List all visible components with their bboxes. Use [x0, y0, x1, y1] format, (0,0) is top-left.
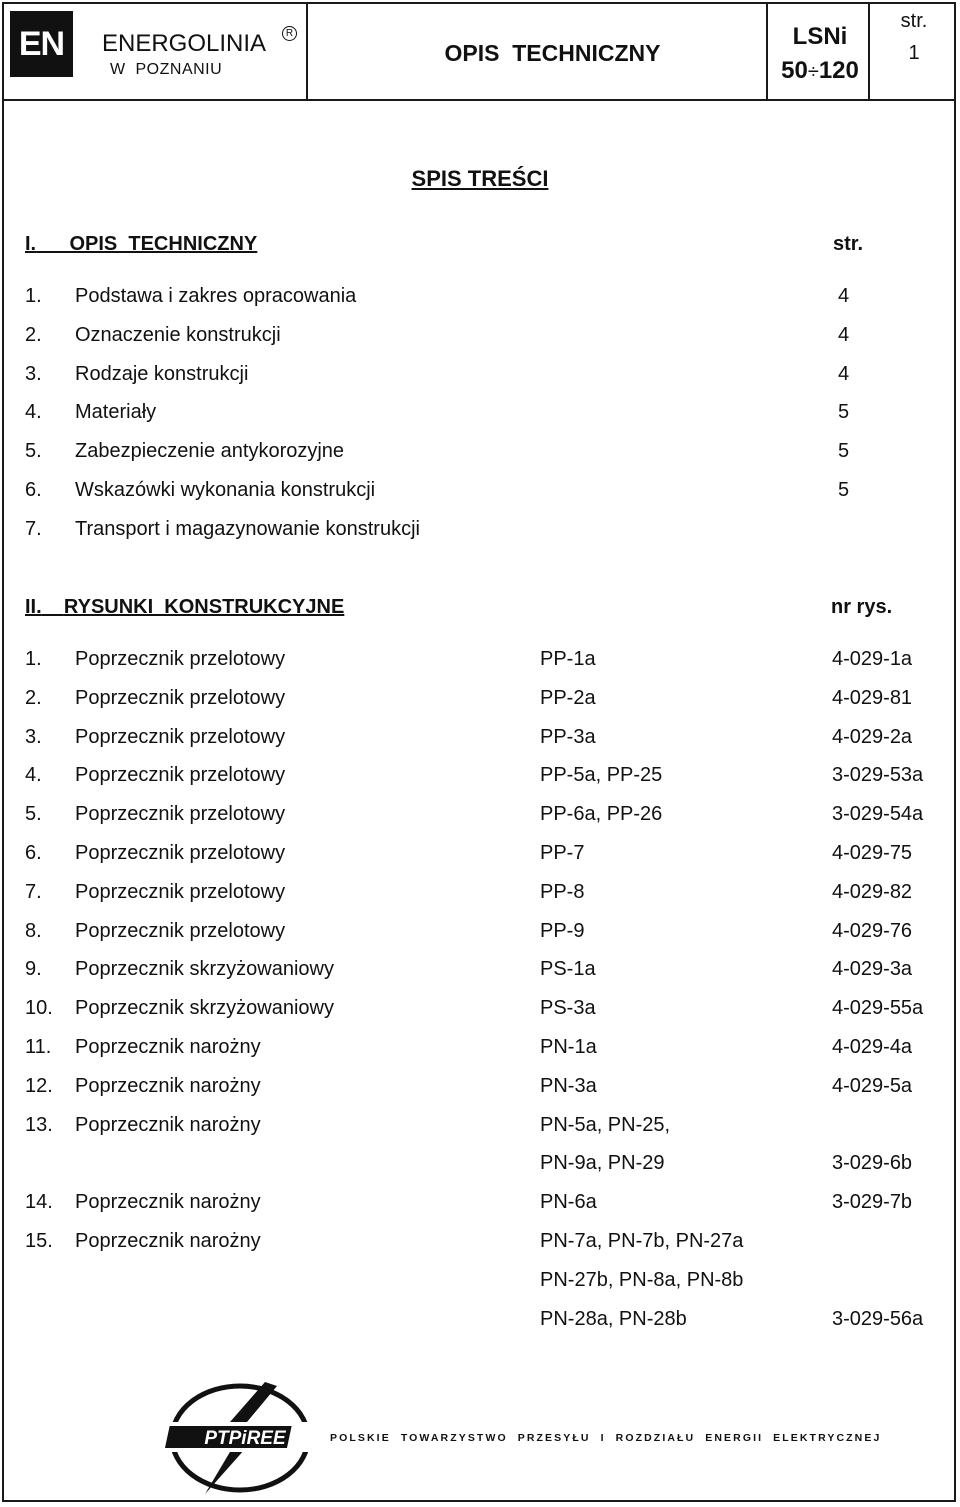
- toc-item-label: Zabezpieczenie antykorozyjne: [75, 440, 345, 463]
- drawing-number: 10.: [25, 997, 53, 1020]
- drawing-number: 13.: [25, 1113, 53, 1136]
- section-1-numeral: I.: [25, 233, 37, 255]
- toc-item-number: 1.: [25, 285, 42, 307]
- drawing-label: Poprzecznik przelotowy: [75, 803, 286, 826]
- drawing-ref: 4-029-5a: [832, 1074, 913, 1097]
- toc-item-number: 2.: [25, 323, 42, 346]
- drawing-number: 2.: [25, 686, 42, 709]
- drawing-code: PP-8: [540, 880, 585, 903]
- drawing-label: Poprzecznik skrzyżowaniowy: [75, 997, 334, 1020]
- section-1-col-label: str.: [833, 233, 864, 255]
- drawing-ref: 4-029-2a: [832, 725, 913, 748]
- drawing-number: 11.: [25, 1036, 52, 1058]
- drawing-number: 6.: [25, 842, 42, 864]
- toc-item-page: 5: [838, 401, 850, 424]
- range-to: 120: [818, 57, 859, 84]
- toc-item-page: 5: [838, 440, 850, 463]
- drawing-ref: 4-029-82: [832, 880, 913, 903]
- drawing-label: Poprzecznik przelotowy: [75, 725, 286, 748]
- drawing-ref: 3-029-54a: [832, 803, 924, 826]
- toc-item-page: 4: [838, 323, 850, 346]
- drawing-label: Poprzecznik narożny: [75, 1074, 261, 1097]
- page-frame: [2, 2, 956, 1502]
- toc-title: SPIS TREŚCI: [411, 166, 549, 191]
- drawing-label: Poprzecznik przelotowy: [75, 648, 286, 670]
- drawing-ref: 4-029-4a: [832, 1036, 913, 1058]
- range-from: 50: [781, 57, 808, 84]
- drawing-number: 5.: [25, 803, 42, 826]
- drawing-code: PN-27b, PN-8a, PN-8b: [540, 1268, 744, 1291]
- toc-item-number: 7.: [25, 517, 42, 540]
- company-name: ENERGOLINIA: [102, 30, 267, 57]
- toc-item-label: Transport i magazynowanie konstrukcji: [75, 517, 420, 540]
- drawing-ref: 4-029-75: [832, 842, 913, 864]
- drawing-code: PS-1a: [540, 958, 596, 981]
- drawing-code: PN-1a: [540, 1036, 597, 1058]
- title-block: [2, 2, 956, 101]
- drawing-code: PP-5a, PP-25: [540, 764, 663, 787]
- drawing-ref: 4-029-76: [832, 919, 913, 942]
- drawing-label: Poprzecznik przelotowy: [75, 842, 286, 864]
- drawing-ref: 4-029-55a: [832, 997, 924, 1020]
- toc-item-number: 4.: [25, 401, 42, 424]
- drawing-number: 9.: [25, 958, 42, 981]
- drawing-label: Poprzecznik narożny: [75, 1036, 261, 1058]
- drawing-number: 7.: [25, 880, 42, 903]
- drawing-number: 4.: [25, 764, 42, 787]
- drawing-code: PP-9: [540, 919, 585, 942]
- product-code: LSNi: [792, 23, 848, 50]
- drawing-number: 15.: [25, 1230, 53, 1252]
- drawing-label: Poprzecznik narożny: [75, 1113, 261, 1136]
- drawing-code: PN-7a, PN-7b, PN-27a: [540, 1230, 744, 1252]
- page-number: 1: [908, 42, 920, 64]
- registered-mark: R: [282, 26, 297, 41]
- drawing-number: 3.: [25, 725, 42, 748]
- drawing-ref: 3-029-56a: [832, 1307, 924, 1330]
- drawing-ref: 4-029-1a: [832, 648, 913, 670]
- drawing-code: PS-3a: [540, 997, 596, 1020]
- product-range: [770, 57, 870, 85]
- drawing-code: PN-3a: [540, 1074, 597, 1097]
- drawing-code: PP-3a: [540, 725, 596, 748]
- drawing-label: Poprzecznik przelotowy: [75, 919, 286, 942]
- drawing-label: Poprzecznik narożny: [75, 1230, 261, 1252]
- drawing-label: Poprzecznik skrzyżowaniowy: [75, 958, 334, 981]
- drawing-label: Poprzecznik przelotowy: [75, 686, 286, 709]
- drawing-label: Poprzecznik przelotowy: [75, 880, 286, 903]
- drawing-code: PN-5a, PN-25,: [540, 1113, 671, 1136]
- drawing-code: PP-1a: [540, 648, 596, 670]
- toc-item-number: 6.: [25, 479, 42, 501]
- toc-item-label: Materiały: [75, 401, 157, 424]
- drawing-code: PN-9a, PN-29: [540, 1152, 665, 1175]
- range-separator: ÷: [807, 61, 819, 83]
- drawing-ref: 3-029-7b: [832, 1191, 913, 1214]
- divider: [306, 2, 308, 99]
- toc-item-label: Rodzaje konstrukcji: [75, 362, 249, 385]
- section-2-title: RYSUNKI KONSTRUKCYJNE: [63, 596, 345, 618]
- drawing-code: PP-6a, PP-26: [540, 803, 663, 826]
- drawing-ref: 4-029-3a: [832, 958, 913, 981]
- drawing-ref: 3-029-6b: [832, 1152, 913, 1175]
- toc-item-page: 5: [838, 479, 850, 501]
- toc-item-number: 5.: [25, 440, 42, 463]
- drawing-label: Poprzecznik przelotowy: [75, 764, 286, 787]
- drawing-number: 1.: [25, 648, 42, 670]
- toc-item-page: 4: [838, 285, 850, 307]
- drawing-number: 8.: [25, 919, 42, 942]
- company-city: W POZNANIU: [110, 61, 223, 78]
- toc-item-number: 3.: [25, 362, 42, 385]
- drawing-code: PN-28a, PN-28b: [540, 1307, 687, 1330]
- section-2-numeral: II.: [25, 596, 42, 618]
- section-1-title: OPIS TECHNICZNY: [69, 233, 258, 255]
- drawing-code: PN-6a: [540, 1191, 597, 1214]
- drawing-ref: 3-029-53a: [832, 764, 924, 787]
- drawing-number: 12.: [25, 1074, 53, 1097]
- drawing-number: 14.: [25, 1191, 53, 1214]
- toc-item-label: Wskazówki wykonania konstrukcji: [75, 479, 376, 501]
- logo-text: PTPiREE: [204, 1428, 286, 1449]
- section-2-col-label: nr rys.: [831, 596, 893, 618]
- drawing-ref: 4-029-81: [832, 686, 913, 709]
- section-2-heading: [25, 596, 344, 619]
- document-title: OPIS TECHNICZNY: [444, 40, 661, 66]
- organization-name: POLSKIE TOWARZYSTWO PRZESYŁU I ROZDZIAŁU ENERGII ELEKTRYCZNEJ: [330, 1432, 882, 1444]
- page-label: str.: [900, 10, 928, 32]
- company-logo: EN: [10, 11, 73, 77]
- drawing-label: Poprzecznik narożny: [75, 1191, 261, 1214]
- drawing-code: PP-2a: [540, 686, 596, 709]
- section-1-heading: [25, 233, 257, 256]
- toc-item-page: 4: [838, 362, 850, 385]
- drawing-code: PP-7: [540, 842, 585, 864]
- toc-item-label: Oznaczenie konstrukcji: [75, 323, 281, 346]
- ptpiree-logo: [165, 1382, 315, 1494]
- toc-item-label: Podstawa i zakres opracowania: [75, 285, 357, 307]
